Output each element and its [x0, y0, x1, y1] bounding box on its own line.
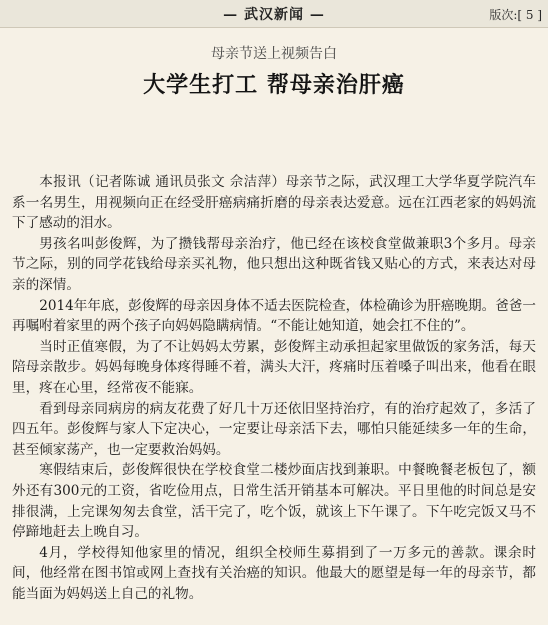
article-paragraph: 本报讯（记者陈诚 通讯员张文 佘洁萍）母亲节之际，武汉理工大学华夏学院汽车系一名男生，用视频向正在经受肝癌病痛折磨的母亲表达爱意。远在江西老家的妈妈流下了感动的泪水。 [12, 174, 536, 232]
article-paragraph: 男孩名叫彭俊辉，为了攒钱帮母亲治疗，他已经在该校食堂做兼职3个多月。母亲节之际，别的同学花钱给母亲买礼物，他只想出这种既省钱又贴心的方式，来表达对母亲的深情。 [12, 235, 536, 293]
article-kicker: 母亲节送上视频告白 [211, 46, 337, 62]
article-body [12, 172, 536, 604]
article-paragraph: 2014年年底，彭俊辉的母亲因身体不适去医院检查，体检确诊为肝癌晚期。爸爸一再嘱咐着家里的两个孩子向妈妈隐瞒病情。“不能让她知道，她会扛不住的”。 [12, 297, 536, 335]
section-title: — 武汉新闻 — [223, 7, 325, 23]
article-paragraph: 寒假结束后，彭俊辉很快在学校食堂二楼炒面店找到兼职。中餐晚餐老板包了，额外还有300元的工资，省吃俭用点，日常生活开销基本可解决。平日里他的时间总是安排很满，上完课匆匆去食堂，活干完了，吃个饭，就该上下午课了。下午吃完饭又马不停蹄地赶去上晚自习。 [12, 462, 536, 541]
edition-number: 版次:[ 5 ] [489, 8, 542, 22]
article-paragraph: 看到母亲同病房的病友花费了好几十万还依旧坚持治疗，有的治疗起效了，多活了四五年。彭俊辉与家人下定决心，一定要让母亲活下去，哪怕只能延续多一年的生命，甚至倾家荡产，也一定要救治妈妈。 [12, 400, 536, 458]
article-paragraph: 当时正值寒假，为了不让妈妈太劳累，彭俊辉主动承担起家里做饭的家务活，每天陪母亲散步。妈妈每晚身体疼得睡不着，满头大汗，疼痛时压着嗓子叫出来，他看在眼里，疼在心里，经常夜不能寐。 [12, 338, 536, 396]
page-header [0, 0, 548, 28]
article-paragraph: 4月，学校得知他家里的情况，组织全校师生募捐到了一万多元的善款。课余时间，他经常在图书馆或网上查找有关治癌的知识。他最大的愿望是每一年的母亲节，都能当面为妈妈送上自己的礼物。 [12, 544, 536, 602]
article-headline: 大学生打工 帮母亲治肝癌 [143, 72, 405, 98]
